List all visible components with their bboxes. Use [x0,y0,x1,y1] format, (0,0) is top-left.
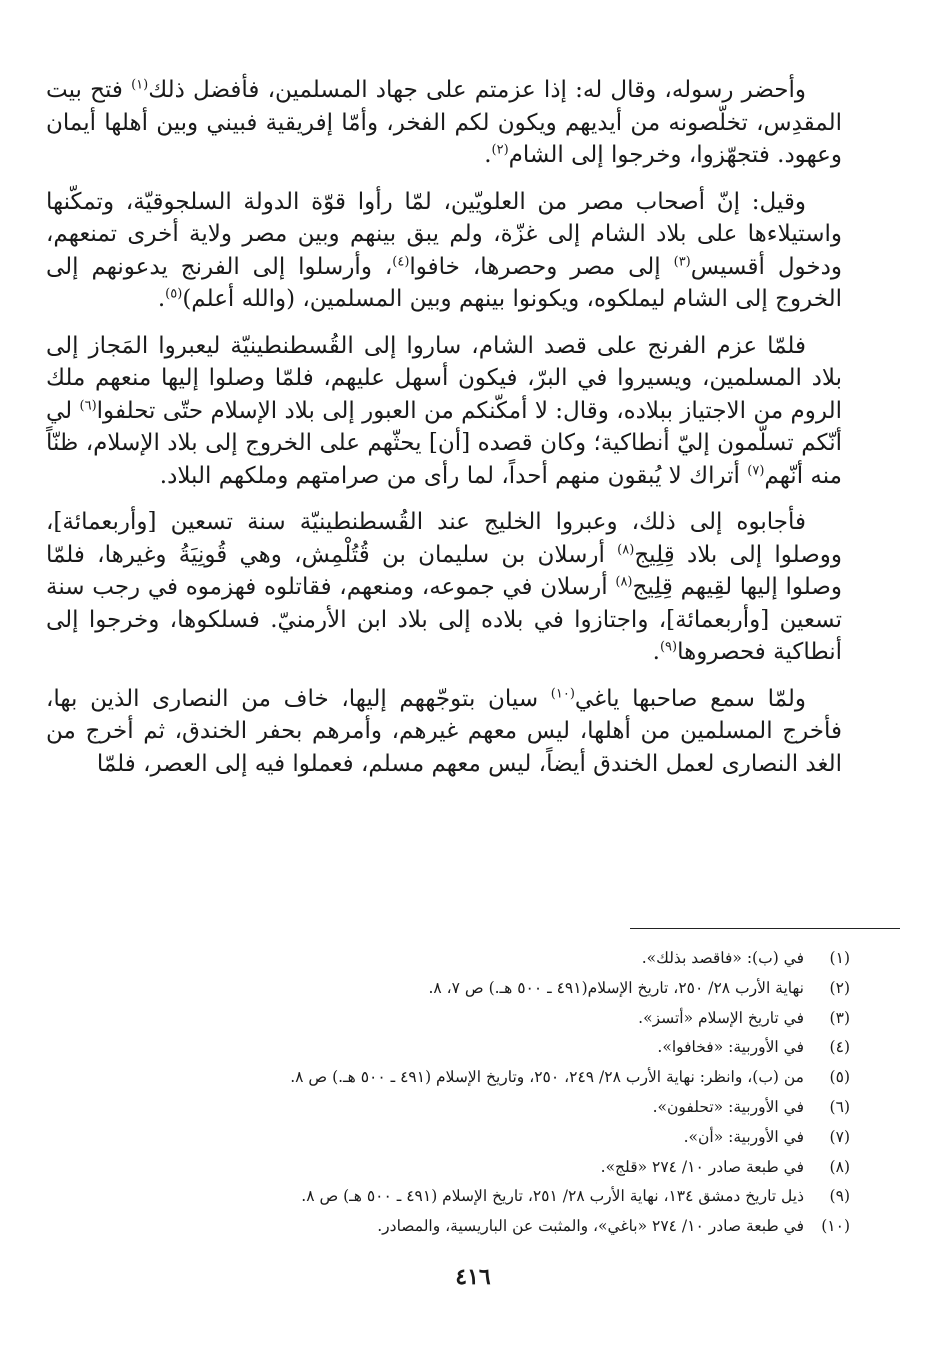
footnote-marker: (٢) [491,142,509,158]
footnote-number: (١) [829,949,850,967]
footnote [60,1153,850,1183]
footnote [60,974,850,1004]
footnotes [60,944,850,1242]
footnote-number: (٥) [829,1068,850,1087]
paragraph [46,683,842,781]
paragraph-text: وقيل: إنّ أصحاب مصر من العلويّين، لمّا رأوا قوّة الدولة السلجوقيّة، وتمكّنها واستيلاءها على بلاد الشام إلى غزّة، ولم يبق بينهم وبين مصر ولاية أخرى تمنعهم، ودخول أقسيس [46,188,842,280]
footnote [60,1212,850,1242]
main-text [46,74,842,780]
footnote [60,944,850,974]
paragraph-text: ولمّا سمع صاحبها ياغي [574,685,806,712]
footnote-text: في (ب): «فاقصد بذلك». [641,949,804,967]
paragraph-text: فأجابوه إلى ذلك، وعبروا الخليج عند القُسطنطينيّة سنة تسعين [وأربعمائة]، ووصلوا إلى بلاد قِلِيج [46,509,842,568]
footnote-number: (٣) [829,1008,850,1027]
footnote [60,1182,850,1212]
page-body [46,74,842,794]
footnote-number: (٦) [829,1097,850,1116]
footnote [60,1093,850,1123]
footnote-text: في طبعة صادر ١٠/ ٢٧٤ «باغي»، والمثبت عن الباريسية، والمصادر. [377,1217,804,1236]
footnote-text: من (ب)، وانظر: نهاية الأرب ٢٨/ ٢٤٩، ٢٥٠، وتاريخ الإسلام (٤٩١ ـ ٥٠٠ هـ.) ص ٨. [290,1068,804,1087]
paragraph-text: ، وأرسلوا إلى الفرنج يدعونهم إلى الخروج إلى الشام ليملكوه، ويكونوا بينهم وبين المسلمين، (والله أعلم) [46,253,842,312]
paragraph-text: . [652,639,660,665]
footnote-number: (١٠) [821,1217,850,1236]
paragraph [46,74,842,172]
footnote-number: (٨) [829,1157,850,1176]
footnote-marker: (١) [131,77,149,93]
paragraph-text: لي أنّكم تسلّمون إليّ أنطاكية؛ وكان قصده [أن] يحثّهم على الخروج إلى بلاد الإسلام، ظنّاً منه أنّهم [46,397,842,489]
footnote-text: في الأوربية: «تحلفون». [652,1097,804,1116]
page-number: ٤١٦ [455,1264,491,1290]
footnote-marker: (٥) [165,286,183,302]
paragraph [46,186,842,316]
footnote-marker: (١٠) [550,685,575,701]
paragraph-text: فتح بيت المقدِس، تخلّصونه من أيديهم ويكون لكم الفخر، وأمّا إفريقية فبيني وبين أهلها أيمان وعهود. فتجهّزوا، وخرجوا إلى الشام [46,77,842,168]
footnote-text: في طبعة صادر ١٠/ ٢٧٤ «قلج». [600,1157,804,1176]
paragraph-text: أرسلان في جموعه، ومنعهم، فقاتلوه فهزموه في رجب سنة تسعين [وأربعمائة]، واجتازوا في بلاده إلى بلاد ابن الأرمنيّ. فسلكوها، وخرجوا إلى أنطاكية فحصروها [46,574,842,665]
footnote-number: (٧) [829,1127,850,1146]
footnote-marker: (٦) [79,397,97,413]
footnote-marker: (٨) [617,541,635,557]
paragraph-text: أتراك لا يُبقون منهم أحداً، لما رأى من صرامتهم وملكهم البلاد. [159,462,748,489]
footnote [60,1063,850,1093]
footnote-marker: (٧) [747,462,765,478]
footnote-number: (٢) [829,978,850,997]
paragraph-text: فلمّا عزم الفرنج على قصد الشام، ساروا إلى القُسطنطينيّة ليعبروا المَجاز إلى بلاد المسلمين، ويسيروا في البرّ، فيكون أسهل عليهم، فلمّا وصلوا إليها منعهم ملك الروم من الاجتياز ببلاده، وقال: لا أمكّنكم من العبور إلى بلاد الإسلام حتّى تحلفوا [46,332,842,424]
paragraph [46,330,842,493]
footnote-text: في تاريخ الإسلام «أتسز». [638,1008,804,1027]
paragraph-text: أرسلان بن سليمان بن قُتُلْمِش، وهي قُونِيَةُ وغيرها، فلمّا وصلوا إليها لقِيهم قِلِيج [46,541,842,600]
paragraph-text: إلى مصر وحصرها، خافوا [409,253,674,280]
paragraph-text: سيان بتوجّههم إليها، خاف من النصارى الذين بها، فأخرج المسلمين من أهلها، ليس معهم غيرهم، وأمرهم بحفر الخندق، ثم أخرج من الغد النصارى لعمل الخندق أيضاً، ليس معهم مسلم، فعملوا فيه إلى العصر، فلمّا [46,685,842,777]
footnote-separator [630,928,900,929]
footnote [60,1004,850,1034]
paragraph [46,506,842,669]
footnote-text: في الأوربية: «أن». [683,1127,804,1146]
paragraph-text: . [157,286,166,312]
footnote-number: (٤) [829,1038,850,1057]
paragraph-text: وأحضر رسوله، وقال له: إذا عزمتم على جهاد المسلمين، فأفضل ذلك [148,77,806,103]
footnote-marker: (٩) [659,639,678,655]
footnote-number: (٩) [829,1187,850,1206]
footnote-marker: (٣) [673,253,691,269]
footnote [60,1033,850,1063]
footnote-marker: (٤) [392,253,410,269]
paragraph-text: . [484,142,492,168]
footnote-text: في الأوربية: «فخافوا». [657,1038,804,1057]
footnote-text: ذيل تاريخ دمشق ١٣٤، نهاية الأرب ٢٨/ ٢٥١، تاريخ الإسلام (٤٩١ ـ ٥٠٠ هـ) ص ٨. [301,1187,804,1206]
footnote-text: نهاية الأرب ٢٨/ ٢٥٠، تاريخ الإسلام(٤٩١ ـ ٥٠٠ هـ.) ص ٧، ٨. [428,978,804,997]
footnote [60,1123,850,1153]
footnote-marker: (٨) [615,574,633,590]
